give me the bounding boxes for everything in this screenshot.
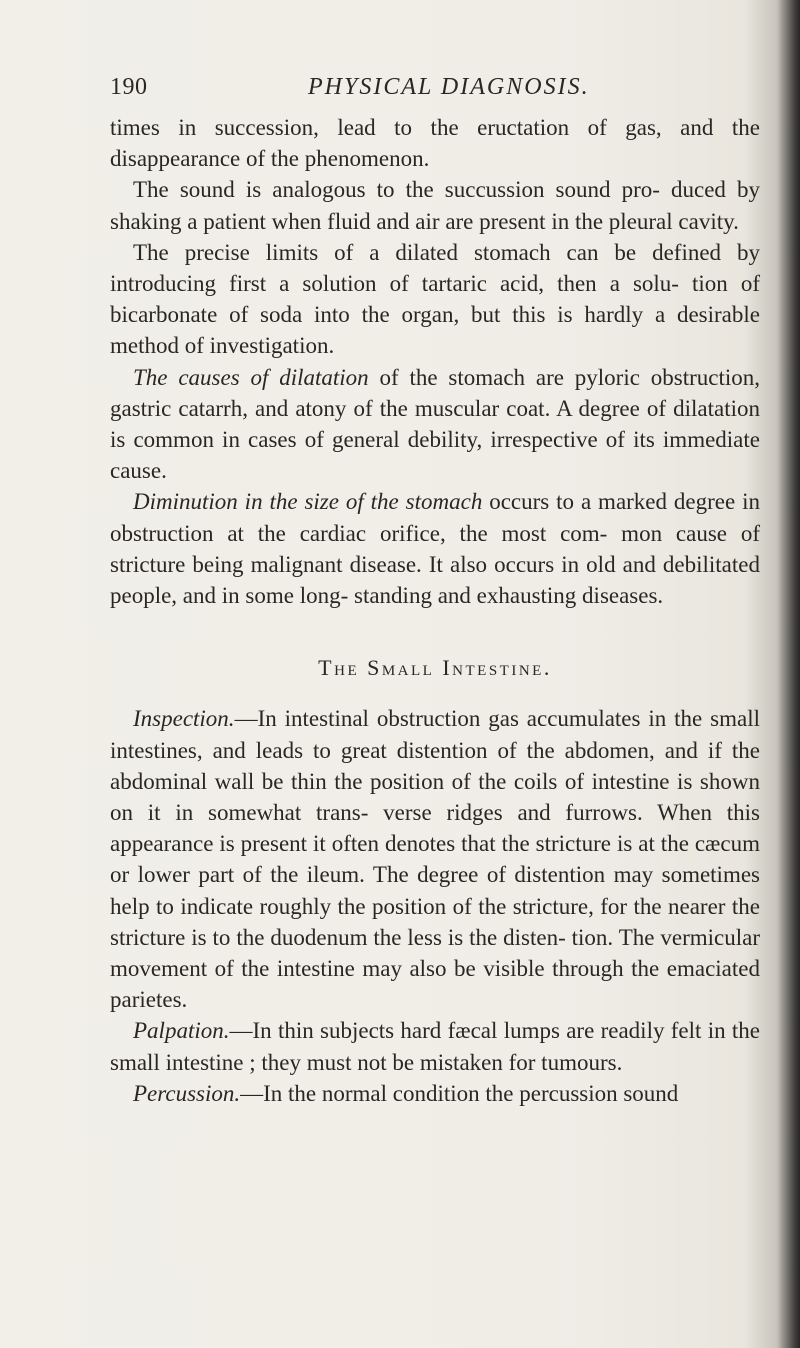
paragraph-text: times in succession, lead to the eructation of gas, and the disappearance of the phenomenon. bbox=[110, 115, 760, 172]
paragraph-text: The precise limits of a dilated stomach can be defined by introducing first a solution of tartaric acid, then a solu- tion of bicarbonate of soda into the organ, but this is hardly a desirable method of investigation. bbox=[110, 239, 760, 359]
running-title: PHYSICAL DIAGNOSIS. bbox=[308, 74, 590, 100]
paragraph-stomach-limits bbox=[110, 237, 760, 362]
paragraph-lead: Percussion. bbox=[133, 1080, 241, 1106]
page-header bbox=[110, 74, 760, 108]
paragraph-palpation bbox=[110, 1015, 760, 1077]
paragraph-text: —In the normal condition the percussion sound bbox=[240, 1080, 679, 1106]
body-text bbox=[110, 112, 760, 1109]
paragraph-text: —In thin subjects hard fæcal lumps are readily felt in the small intestine ; they must not be mistaken for tumours. bbox=[110, 1018, 760, 1075]
page-edge-shadow bbox=[778, 0, 800, 1348]
paragraph-text: occurs to a marked degree in obstruction at the cardiac orifice, the most com- mon cause of stricture being malignant disease. It also occurs in old and debilitated people, and in some long- standing and exhausting diseases. bbox=[110, 489, 760, 609]
paragraph-lead: Inspection. bbox=[133, 706, 235, 732]
paragraph-continuation bbox=[110, 112, 760, 174]
paragraph-lead: The causes of dilatation bbox=[133, 364, 369, 390]
page-number: 190 bbox=[110, 74, 148, 100]
paragraph-succussion-sound bbox=[110, 174, 760, 236]
paragraph-lead: Diminution in the size of the stomach bbox=[133, 489, 483, 515]
paragraph-percussion bbox=[110, 1078, 760, 1109]
paragraph-diminution bbox=[110, 486, 760, 611]
paragraph-text: The sound is analogous to the succussion sound pro- duced by shaking a patient when fluid and air are present in the pleural cavity. bbox=[110, 177, 760, 234]
section-heading: The Small Intestine. bbox=[318, 655, 552, 681]
paragraph-causes-of-dilatation bbox=[110, 362, 760, 487]
paragraph-inspection bbox=[110, 703, 760, 1015]
paragraph-text: —In intestinal obstruction gas accumulates in the small intestines, and leads to great distention of the abdomen, and if the abdominal wall be thin the position of the coils of intestine is shown on it in somewhat trans- verse ridges and furrows. When this appearance is present it often denotes that the stricture is at the cæcum or lower part of the ileum. The degree of distention may sometimes help to indicate roughly the position of the stricture, for the nearer the stricture is to the duodenum the less is the disten- tion. The vermicular movement of the intestine may also be visible through the emaciated parietes. bbox=[110, 706, 760, 1013]
paragraph-lead: Palpation. bbox=[133, 1018, 230, 1044]
paragraph-text: of the stomach are pyloric obstruction, gastric catarrh, and atony of the muscular coat. A degree of dilatation is common in cases of general debility, irrespective of its immediate cause. bbox=[110, 364, 760, 484]
